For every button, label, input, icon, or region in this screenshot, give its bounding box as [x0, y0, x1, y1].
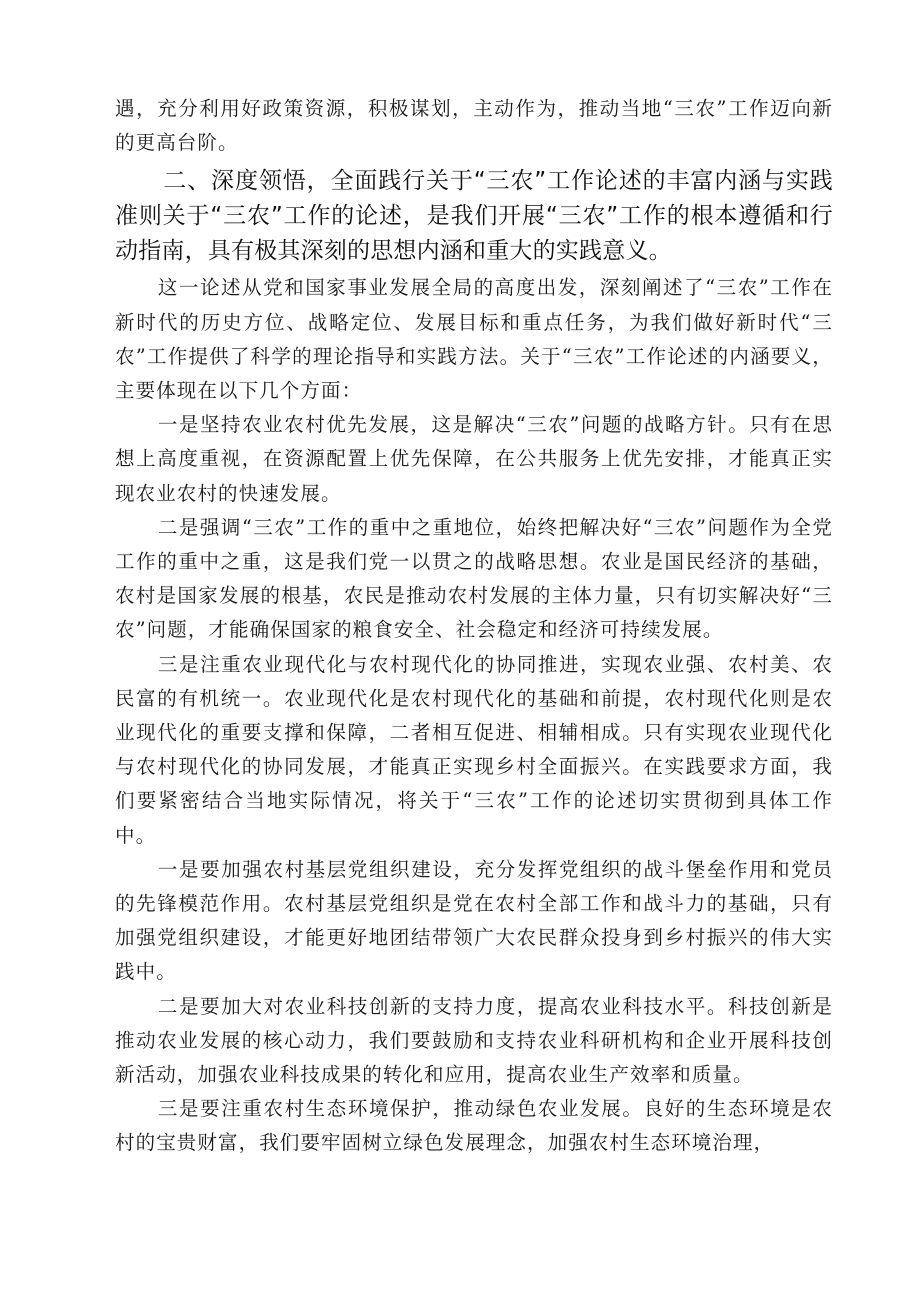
paragraph-requirement-3: 三是要注重农村生态环境保护，推动绿色农业发展。良好的生态环境是农村的宝贵财富，我们要牢固树立绿色发展理念，加强农村生态环境治理， — [115, 1097, 833, 1155]
paragraph-point-3: 三是注重农业现代化与农村现代化的协同推进，实现农业强、农村美、农民富的有机统一。农业现代化是农村现代化的基础和前提，农村现代化则是农业现代化的重要支撑和保障，二者相互促进、相辅相成。只有实现农业现代化与农村现代化的协同发展，才能真正实现乡村全面振兴。在实践要求方面，我们要紧密结合当地实际情况，将关于“三农”工作的论述切实贯彻到具体工作中。 — [115, 652, 833, 847]
paragraph-intro: 这一论述从党和国家事业发展全局的高度出发，深刻阐述了“三农”工作在新时代的历史方位、战略定位、发展目标和重点任务，为我们做好新时代“三农”工作提供了科学的理论指导和实践方法。关于“三农”工作论述的内涵要义，主要体现在以下几个方面： — [115, 276, 833, 403]
section-heading: 二、深度领悟，全面践行关于“三农”工作论述的丰富内涵与实践准则关于“三农”工作的论述，是我们开展“三农”工作的根本遵循和行动指南，具有极其深刻的思想内涵和重大的实践意义。 — [115, 168, 833, 265]
paragraph-requirement-2: 二是要加大对农业科技创新的支持力度，提高农业科技水平。科技创新是推动农业发展的核心动力，我们要鼓励和支持农业科研机构和企业开展科技创新活动，加强农业科技成果的转化和应用，提高农业生产效率和质量。 — [115, 994, 833, 1087]
paragraph-point-2: 二是强调“三农”工作的重中之重地位，始终把解决好“三农”问题作为全党工作的重中之重，这是我们党一以贯之的战略思想。农业是国民经济的基础，农村是国家发展的根基，农民是推动农村发展的主体力量，只有切实解决好“三农”问题，才能确保国家的粮食安全、社会稳定和经济可持续发展。 — [115, 515, 833, 642]
document-body — [115, 92, 833, 1161]
paragraph-requirement-1: 一是要加强农村基层党组织建设，充分发挥党组织的战斗堡垒作用和党员的先锋模范作用。农村基层党组织是党在农村全部工作和战斗力的基础，只有加强党组织建设，才能更好地团结带领广大农民群众投身到乡村振兴的伟大实践中。 — [115, 857, 833, 984]
paragraph-continuation: 遇，充分利用好政策资源，积极谋划，主动作为，推动当地“三农”工作迈向新的更高台阶。 — [115, 97, 833, 155]
paragraph-point-1: 一是坚持农业农村优先发展，这是解决“三农”问题的战略方针。只有在思想上高度重视，在资源配置上优先保障，在公共服务上优先安排，才能真正实现农业农村的快速发展。 — [115, 413, 833, 505]
